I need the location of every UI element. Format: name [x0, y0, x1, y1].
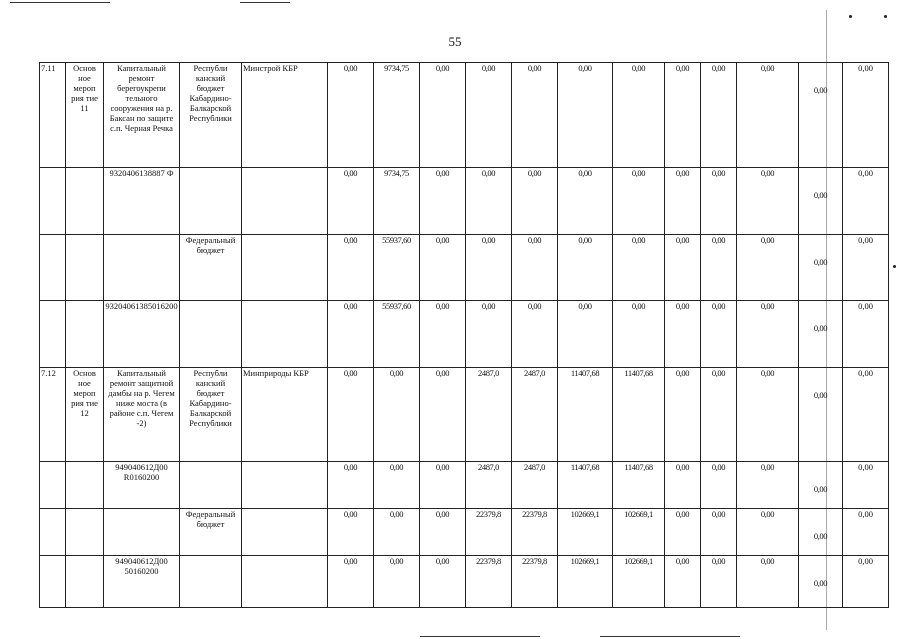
value-cell: 11407,68	[558, 368, 613, 462]
value-cell: 0,00	[665, 556, 701, 608]
value-cell: 0,00	[374, 509, 420, 556]
value-cell: 0,00	[420, 63, 466, 168]
row-index-cell	[40, 168, 66, 235]
value-cell: 0,00	[665, 509, 701, 556]
value-cell: 0,00	[558, 301, 613, 368]
value-cell: 0,00	[328, 556, 374, 608]
value-cell: 0,00	[420, 368, 466, 462]
value-cell: 0,00	[512, 301, 558, 368]
value-cell: 22379,8	[512, 509, 558, 556]
value-cell: 0,00	[466, 168, 512, 235]
row-index-cell: 7.12	[40, 368, 66, 462]
value-cell: 0,00	[466, 301, 512, 368]
value-cell: 0,00	[420, 556, 466, 608]
value-cell: 0,00	[843, 63, 889, 168]
value-cell: 55937,60	[374, 235, 420, 301]
executor-cell	[242, 301, 328, 368]
value-cell: 2487,0	[512, 462, 558, 509]
value-cell: 0,00	[665, 235, 701, 301]
funding-source-cell	[180, 462, 242, 509]
row-index-cell	[40, 462, 66, 509]
scan-dot-1	[849, 15, 852, 18]
value-cell: 0,00	[466, 63, 512, 168]
executor-cell	[242, 168, 328, 235]
value-cell: 0,00	[665, 301, 701, 368]
value-cell: 0,00	[613, 301, 665, 368]
table-row	[40, 368, 889, 462]
table-row	[40, 509, 889, 556]
value-cell: 0,00	[799, 368, 843, 462]
table-row	[40, 462, 889, 509]
value-cell: 0,00	[737, 301, 799, 368]
value-cell: 0,00	[701, 556, 737, 608]
name-cell: 93204061385016200	[104, 301, 180, 368]
value-cell: 0,00	[512, 168, 558, 235]
value-cell: 0,00	[328, 301, 374, 368]
value-cell: 11407,68	[558, 462, 613, 509]
value-cell: 0,00	[420, 509, 466, 556]
table-row	[40, 235, 889, 301]
value-cell: 0,00	[420, 168, 466, 235]
value-cell: 0,00	[420, 235, 466, 301]
name-cell: 949040612Д00 R0160200	[104, 462, 180, 509]
status-cell	[66, 168, 104, 235]
status-cell	[66, 556, 104, 608]
value-cell: 0,00	[843, 301, 889, 368]
name-cell: 949040612Д00 50160200	[104, 556, 180, 608]
name-cell: Капитальный ремонт защитной дамбы на р. Чегем ниже моста (в районе с.п. Чегем -2)	[104, 368, 180, 462]
value-cell: 0,00	[512, 63, 558, 168]
value-cell: 0,00	[665, 368, 701, 462]
row-index-cell: 7.11	[40, 63, 66, 168]
value-cell: 0,00	[420, 462, 466, 509]
value-cell: 0,00	[328, 168, 374, 235]
executor-cell: Минприроды КБР	[242, 368, 328, 462]
value-cell: 0,00	[558, 235, 613, 301]
value-cell: 0,00	[799, 235, 843, 301]
scan-line-top-mid	[240, 2, 290, 3]
row-index-cell	[40, 509, 66, 556]
funding-source-cell: Федеральный бюджет	[180, 509, 242, 556]
row-index-cell	[40, 235, 66, 301]
name-cell: Капитальный ремонт берегоукрепи тельного сооружения на р. Баксан по защите с.п. Черная Речка	[104, 63, 180, 168]
scan-line-top-left	[10, 2, 110, 3]
value-cell: 0,00	[558, 63, 613, 168]
status-cell: Основ ное мероп рия тие 12	[66, 368, 104, 462]
value-cell: 0,00	[374, 368, 420, 462]
value-cell: 2487,0	[512, 368, 558, 462]
value-cell: 0,00	[701, 235, 737, 301]
value-cell: 0,00	[799, 509, 843, 556]
value-cell: 0,00	[512, 235, 558, 301]
value-cell: 0,00	[613, 63, 665, 168]
value-cell: 0,00	[374, 556, 420, 608]
executor-cell	[242, 556, 328, 608]
value-cell: 0,00	[701, 368, 737, 462]
status-cell	[66, 235, 104, 301]
funding-source-cell: Федеральный бюджет	[180, 235, 242, 301]
name-cell	[104, 509, 180, 556]
name-cell: 9320406138887 Ф	[104, 168, 180, 235]
value-cell: 0,00	[701, 462, 737, 509]
value-cell: 0,00	[701, 63, 737, 168]
value-cell: 9734,75	[374, 63, 420, 168]
budget-table	[39, 62, 889, 608]
value-cell: 0,00	[799, 168, 843, 235]
status-cell: Основ ное мероп рия тие 11	[66, 63, 104, 168]
value-cell: 0,00	[328, 368, 374, 462]
value-cell: 11407,68	[613, 368, 665, 462]
value-cell: 0,00	[843, 509, 889, 556]
value-cell: 0,00	[737, 235, 799, 301]
value-cell: 0,00	[843, 462, 889, 509]
table-row	[40, 63, 889, 168]
value-cell: 0,00	[799, 462, 843, 509]
table-row	[40, 301, 889, 368]
value-cell: 0,00	[558, 168, 613, 235]
value-cell: 102669,1	[558, 509, 613, 556]
value-cell: 0,00	[328, 63, 374, 168]
value-cell: 0,00	[466, 235, 512, 301]
value-cell: 0,00	[701, 301, 737, 368]
value-cell: 22379,8	[512, 556, 558, 608]
value-cell: 0,00	[701, 509, 737, 556]
value-cell: 0,00	[374, 462, 420, 509]
value-cell: 9734,75	[374, 168, 420, 235]
name-cell	[104, 235, 180, 301]
row-index-cell	[40, 556, 66, 608]
scan-dot-3	[893, 265, 896, 268]
value-cell: 0,00	[737, 168, 799, 235]
value-cell: 0,00	[843, 556, 889, 608]
value-cell: 0,00	[613, 235, 665, 301]
value-cell: 102669,1	[613, 556, 665, 608]
value-cell: 0,00	[799, 301, 843, 368]
value-cell: 0,00	[665, 168, 701, 235]
scan-line-bottom-mid	[420, 636, 540, 637]
value-cell: 2487,0	[466, 368, 512, 462]
status-cell	[66, 462, 104, 509]
value-cell: 0,00	[737, 462, 799, 509]
executor-cell: Минстрой КБР	[242, 63, 328, 168]
executor-cell	[242, 235, 328, 301]
table-row	[40, 168, 889, 235]
executor-cell	[242, 462, 328, 509]
value-cell: 0,00	[737, 63, 799, 168]
value-cell: 0,00	[613, 168, 665, 235]
funding-source-cell	[180, 301, 242, 368]
page-number: 55	[448, 34, 462, 49]
status-cell	[66, 301, 104, 368]
value-cell: 0,00	[843, 168, 889, 235]
value-cell: 0,00	[737, 556, 799, 608]
value-cell: 22379,8	[466, 556, 512, 608]
value-cell: 0,00	[701, 168, 737, 235]
value-cell: 22379,8	[466, 509, 512, 556]
value-cell: 0,00	[737, 368, 799, 462]
value-cell: 0,00	[328, 235, 374, 301]
value-cell: 2487,0	[466, 462, 512, 509]
value-cell: 0,00	[665, 462, 701, 509]
executor-cell	[242, 509, 328, 556]
value-cell: 11407,68	[613, 462, 665, 509]
value-cell: 0,00	[799, 63, 843, 168]
value-cell: 102669,1	[558, 556, 613, 608]
value-cell: 0,00	[328, 462, 374, 509]
value-cell: 0,00	[737, 509, 799, 556]
value-cell: 0,00	[420, 301, 466, 368]
row-index-cell	[40, 301, 66, 368]
value-cell: 0,00	[665, 63, 701, 168]
funding-source-cell: Республи канский бюджет Кабардино- Балкарской Республики	[180, 63, 242, 168]
value-cell: 0,00	[843, 235, 889, 301]
status-cell	[66, 509, 104, 556]
scan-line-bottom-right	[600, 636, 740, 637]
value-cell: 102669,1	[613, 509, 665, 556]
funding-source-cell	[180, 168, 242, 235]
value-cell: 0,00	[843, 368, 889, 462]
funding-source-cell: Республи канский бюджет Кабардино- Балкарской Республики	[180, 368, 242, 462]
table-row	[40, 556, 889, 608]
scan-dot-2	[884, 15, 887, 18]
value-cell: 0,00	[328, 509, 374, 556]
value-cell: 55937,60	[374, 301, 420, 368]
value-cell: 0,00	[799, 556, 843, 608]
funding-source-cell	[180, 556, 242, 608]
